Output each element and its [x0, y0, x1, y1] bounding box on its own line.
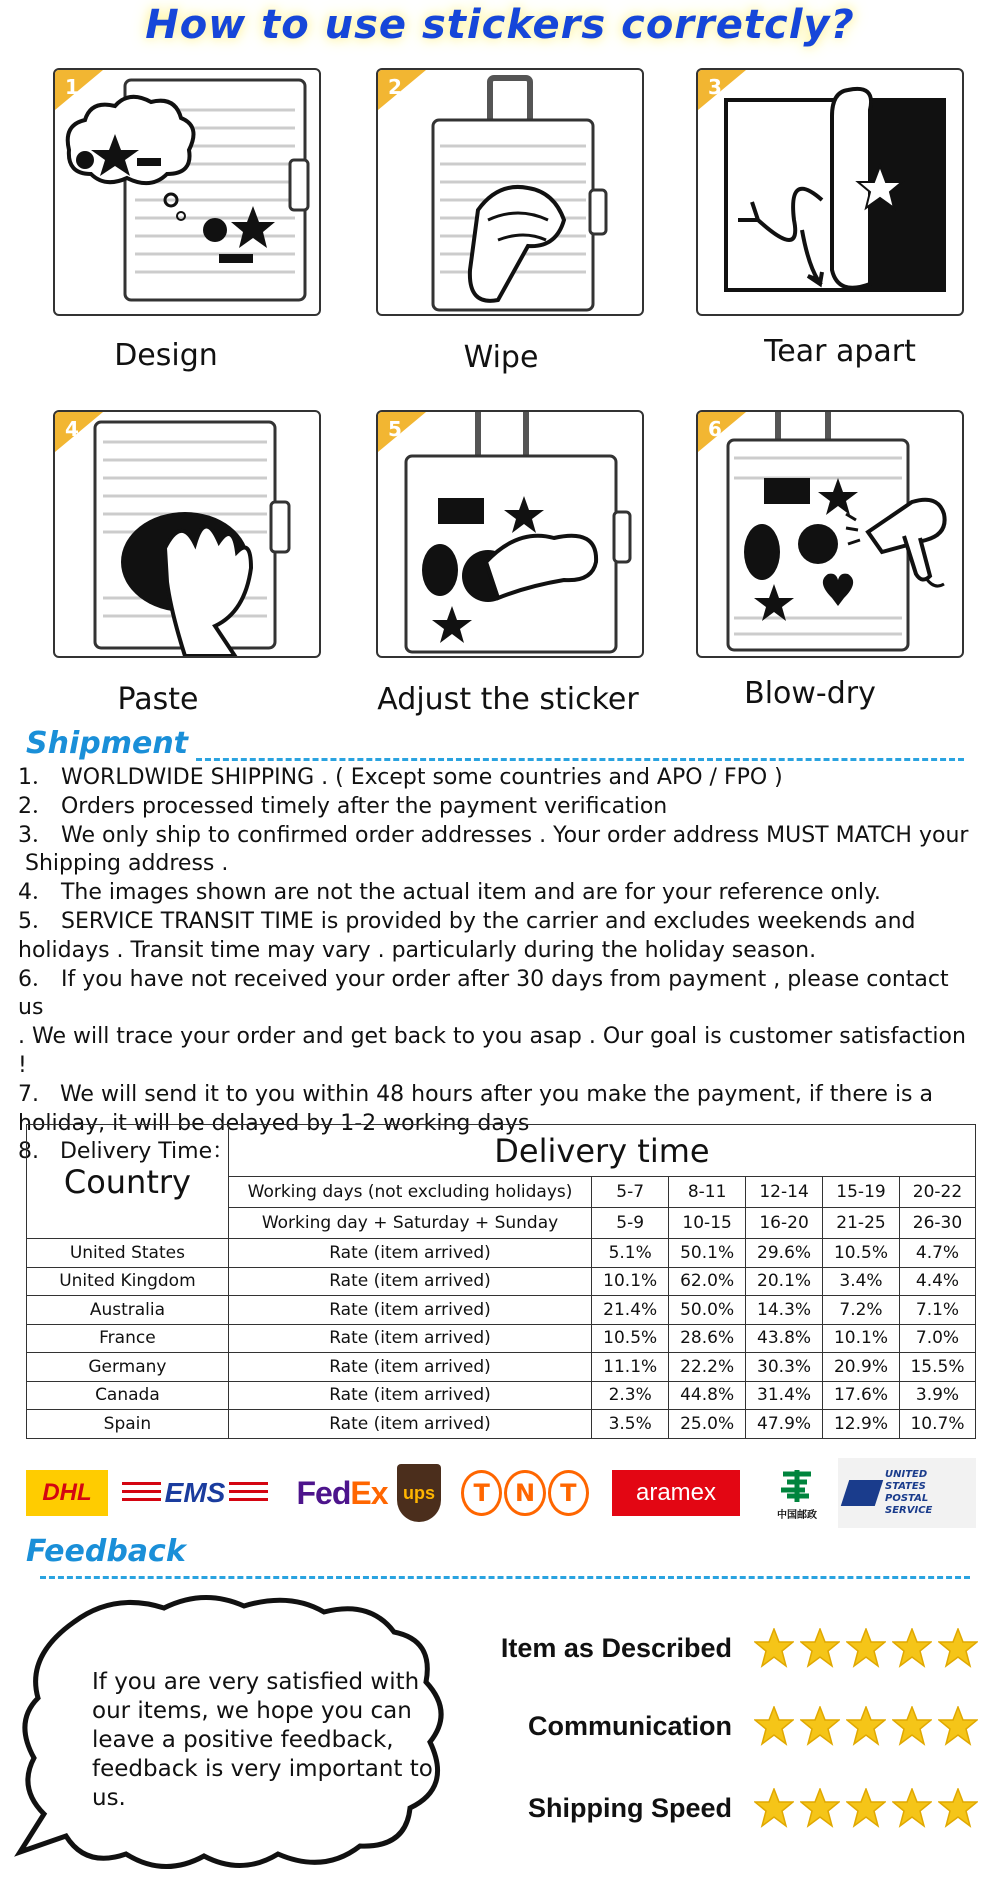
rate-value-cell: 43.8% [746, 1324, 823, 1353]
rating-row [528, 1788, 978, 1828]
usps-logo [838, 1458, 976, 1528]
working-weekend-label: Working day + Saturday + Sunday [228, 1208, 591, 1239]
rate-value-cell: 3.5% [592, 1410, 669, 1439]
rate-value-cell: 7.2% [823, 1296, 900, 1325]
rate-value-cell: 7.0% [899, 1324, 975, 1353]
rate-value-cell: 17.6% [823, 1381, 900, 1410]
rate-value-cell: 50.0% [669, 1296, 746, 1325]
rating-row [501, 1628, 978, 1668]
rate-value-cell: 31.4% [746, 1381, 823, 1410]
step-label-adjust-sticker: Adjust the sticker [377, 682, 639, 717]
range-cell: 10-15 [669, 1208, 746, 1239]
step-5-adjust-panel [376, 410, 644, 658]
range-cell: 15-19 [823, 1177, 900, 1208]
metric-cell: Rate (item arrived) [228, 1381, 591, 1410]
step-label-design: Design [114, 338, 218, 373]
rate-value-cell: 12.9% [823, 1410, 900, 1439]
range-cell: 8-11 [669, 1177, 746, 1208]
metric-cell: Rate (item arrived) [228, 1296, 591, 1325]
rating-label: Item as Described [500, 1632, 732, 1663]
delivery-rate-row [27, 1381, 976, 1410]
country-cell: Canada [27, 1381, 229, 1410]
step-3-tear-apart-panel [696, 68, 964, 316]
star-icon [846, 1628, 886, 1668]
rating-row [528, 1706, 978, 1746]
rate-value-cell: 3.4% [823, 1267, 900, 1296]
shipment-item: 6． If you have not received your order after 30 days from payment , please contact us . We will trace your order and get back to you asap . Our goal is customer satisfaction ! [18, 966, 966, 1078]
step-number: 3 [708, 75, 722, 99]
fedex-ex-text: Ex [350, 1474, 388, 1511]
rate-value-cell: 11.1% [592, 1353, 669, 1382]
delivery-rate-row [27, 1296, 976, 1325]
tnt-letter: T [560, 1479, 577, 1507]
delivery-rate-row [27, 1410, 976, 1439]
metric-cell: Rate (item arrived) [228, 1324, 591, 1353]
rate-value-cell: 3.9% [899, 1381, 975, 1410]
range-cell: 26-30 [899, 1208, 975, 1239]
rate-value-cell: 21.4% [592, 1296, 669, 1325]
rate-value-cell: 10.7% [899, 1410, 975, 1439]
star-icon [754, 1628, 794, 1668]
star-icon [846, 1788, 886, 1828]
rating-label: Shipping Speed [527, 1792, 732, 1823]
star-icon [938, 1706, 978, 1746]
country-header: Country [27, 1125, 229, 1239]
star-icon [800, 1788, 840, 1828]
delivery-rate-row [27, 1324, 976, 1353]
rate-value-cell: 20.9% [823, 1353, 900, 1382]
country-cell: France [27, 1324, 229, 1353]
tnt-logo [460, 1458, 590, 1528]
rate-value-cell: 10.5% [592, 1324, 669, 1353]
rate-value-cell: 7.1% [899, 1296, 975, 1325]
delivery-rate-row [27, 1353, 976, 1382]
ups-logo-text: ups [402, 1482, 435, 1503]
star-icon [938, 1788, 978, 1828]
metric-cell: Rate (item arrived) [228, 1410, 591, 1439]
shipment-item: 5． SERVICE TRANSIT TIME is provided by the carrier and excludes weekends and holidays . Transit time may vary . particularly during the holiday season. [18, 908, 916, 963]
shipment-item: 7. We will send it to you within 48 hours after you make the payment, if there is a holiday, it will be delayed by 1-2 working days [18, 1081, 933, 1136]
carrier-logos [26, 1458, 976, 1528]
fedex-logo [292, 1458, 392, 1528]
step-number: 1 [65, 75, 79, 99]
range-cell: 5-9 [592, 1208, 669, 1239]
step-1-design-panel [53, 68, 321, 316]
step-6-blow-dry-panel [696, 410, 964, 658]
rate-value-cell: 4.7% [899, 1239, 975, 1268]
china-post-emblem-icon [777, 1466, 817, 1506]
rate-value-cell: 44.8% [669, 1381, 746, 1410]
star-icon [800, 1628, 840, 1668]
china-post-text: 中国邮政 [777, 1509, 817, 1521]
shipment-list [18, 764, 978, 1167]
delivery-time-table [26, 1124, 976, 1439]
rate-value-cell: 47.9% [746, 1410, 823, 1439]
fedex-fed-text: Fed [296, 1474, 351, 1511]
delivery-rate-row [27, 1239, 976, 1268]
step-number: 2 [388, 75, 402, 99]
rate-value-cell: 10.5% [823, 1239, 900, 1268]
rate-value-cell: 50.1% [669, 1239, 746, 1268]
shipment-divider [196, 758, 964, 761]
country-cell: Australia [27, 1296, 229, 1325]
range-cell: 12-14 [746, 1177, 823, 1208]
star-icon [892, 1788, 932, 1828]
rate-value-cell: 28.6% [669, 1324, 746, 1353]
dhl-logo [26, 1458, 108, 1528]
delivery-time-header: Delivery time [228, 1125, 975, 1177]
rate-value-cell: 30.3% [746, 1353, 823, 1382]
star-icon [754, 1706, 794, 1746]
shipment-item: 8. Delivery Time： [18, 1139, 235, 1165]
rate-value-cell: 62.0% [669, 1267, 746, 1296]
metric-cell: Rate (item arrived) [228, 1267, 591, 1296]
star-icon [846, 1706, 886, 1746]
step-2-wipe-panel [376, 68, 644, 316]
star-icon [800, 1706, 840, 1746]
feedback-divider [40, 1576, 970, 1579]
rate-value-cell: 29.6% [746, 1239, 823, 1268]
shipment-item: 1． WORLDWIDE SHIPPING . ( Except some countries and APO / FPO ) [18, 765, 783, 790]
shipment-item: 3． We only ship to confirmed order addresses . Your order address MUST MATCH your Shipping address . [18, 822, 969, 877]
feedback-heading: Feedback [26, 1534, 186, 1569]
tnt-letter: T [473, 1479, 490, 1507]
feedback-message: If you are very satisfied with our items, we hope you can leave a positive feedback, feedback is very important to us. [92, 1669, 433, 1811]
step-label-tear-apart: Tear apart [764, 334, 916, 369]
shipment-item: 4． The images shown are not the actual item and are for your reference only. [18, 880, 881, 906]
rating-label: Communication [527, 1710, 732, 1741]
shipment-heading: Shipment [26, 726, 189, 761]
star-icon [938, 1628, 978, 1668]
rate-value-cell: 22.2% [669, 1353, 746, 1382]
rate-value-cell: 10.1% [592, 1267, 669, 1296]
step-number: 6 [708, 417, 722, 441]
ems-logo [122, 1458, 268, 1528]
step-label-paste: Paste [117, 682, 199, 717]
country-cell: United Kingdom [27, 1267, 229, 1296]
shipment-item: 2． Orders processed timely after the payment verification [18, 793, 668, 819]
country-cell: Germany [27, 1353, 229, 1382]
aramex-logo-text: aramex [635, 1479, 717, 1506]
rate-value-cell: 5.1% [592, 1239, 669, 1268]
rate-value-cell: 20.1% [746, 1267, 823, 1296]
usps-logo-text: UNITED STATES POSTAL SERVICE [885, 1469, 933, 1516]
aramex-logo [612, 1458, 740, 1528]
china-post-logo [766, 1458, 828, 1528]
country-cell: United States [27, 1239, 229, 1268]
dhl-logo-text: DHL [42, 1479, 92, 1506]
metric-cell: Rate (item arrived) [228, 1353, 591, 1382]
delivery-rate-row [27, 1267, 976, 1296]
range-cell: 20-22 [899, 1177, 975, 1208]
range-cell: 5-7 [592, 1177, 669, 1208]
ems-logo-text: EMS [161, 1477, 230, 1509]
country-cell: Spain [27, 1410, 229, 1439]
ups-logo [396, 1458, 442, 1528]
range-cell: 21-25 [823, 1208, 900, 1239]
step-label-wipe: Wipe [463, 340, 539, 375]
metric-cell: Rate (item arrived) [228, 1239, 591, 1268]
rate-value-cell: 4.4% [899, 1267, 975, 1296]
step-number: 5 [388, 417, 402, 441]
step-number: 4 [65, 417, 79, 441]
star-icon [754, 1788, 794, 1828]
step-4-paste-panel [53, 410, 321, 658]
rate-value-cell: 15.5% [899, 1353, 975, 1382]
rate-value-cell: 10.1% [823, 1324, 900, 1353]
range-cell: 16-20 [746, 1208, 823, 1239]
star-icon [892, 1628, 932, 1668]
working-days-label: Working days (not excluding holidays) [228, 1177, 591, 1208]
star-icon [892, 1706, 932, 1746]
step-label-blow-dry: Blow-dry [744, 676, 876, 711]
rate-value-cell: 25.0% [669, 1410, 746, 1439]
rate-value-cell: 14.3% [746, 1296, 823, 1325]
page-title: How to use stickers corretcly? [145, 2, 855, 48]
rate-value-cell: 2.3% [592, 1381, 669, 1410]
tnt-letter: N [514, 1479, 536, 1507]
